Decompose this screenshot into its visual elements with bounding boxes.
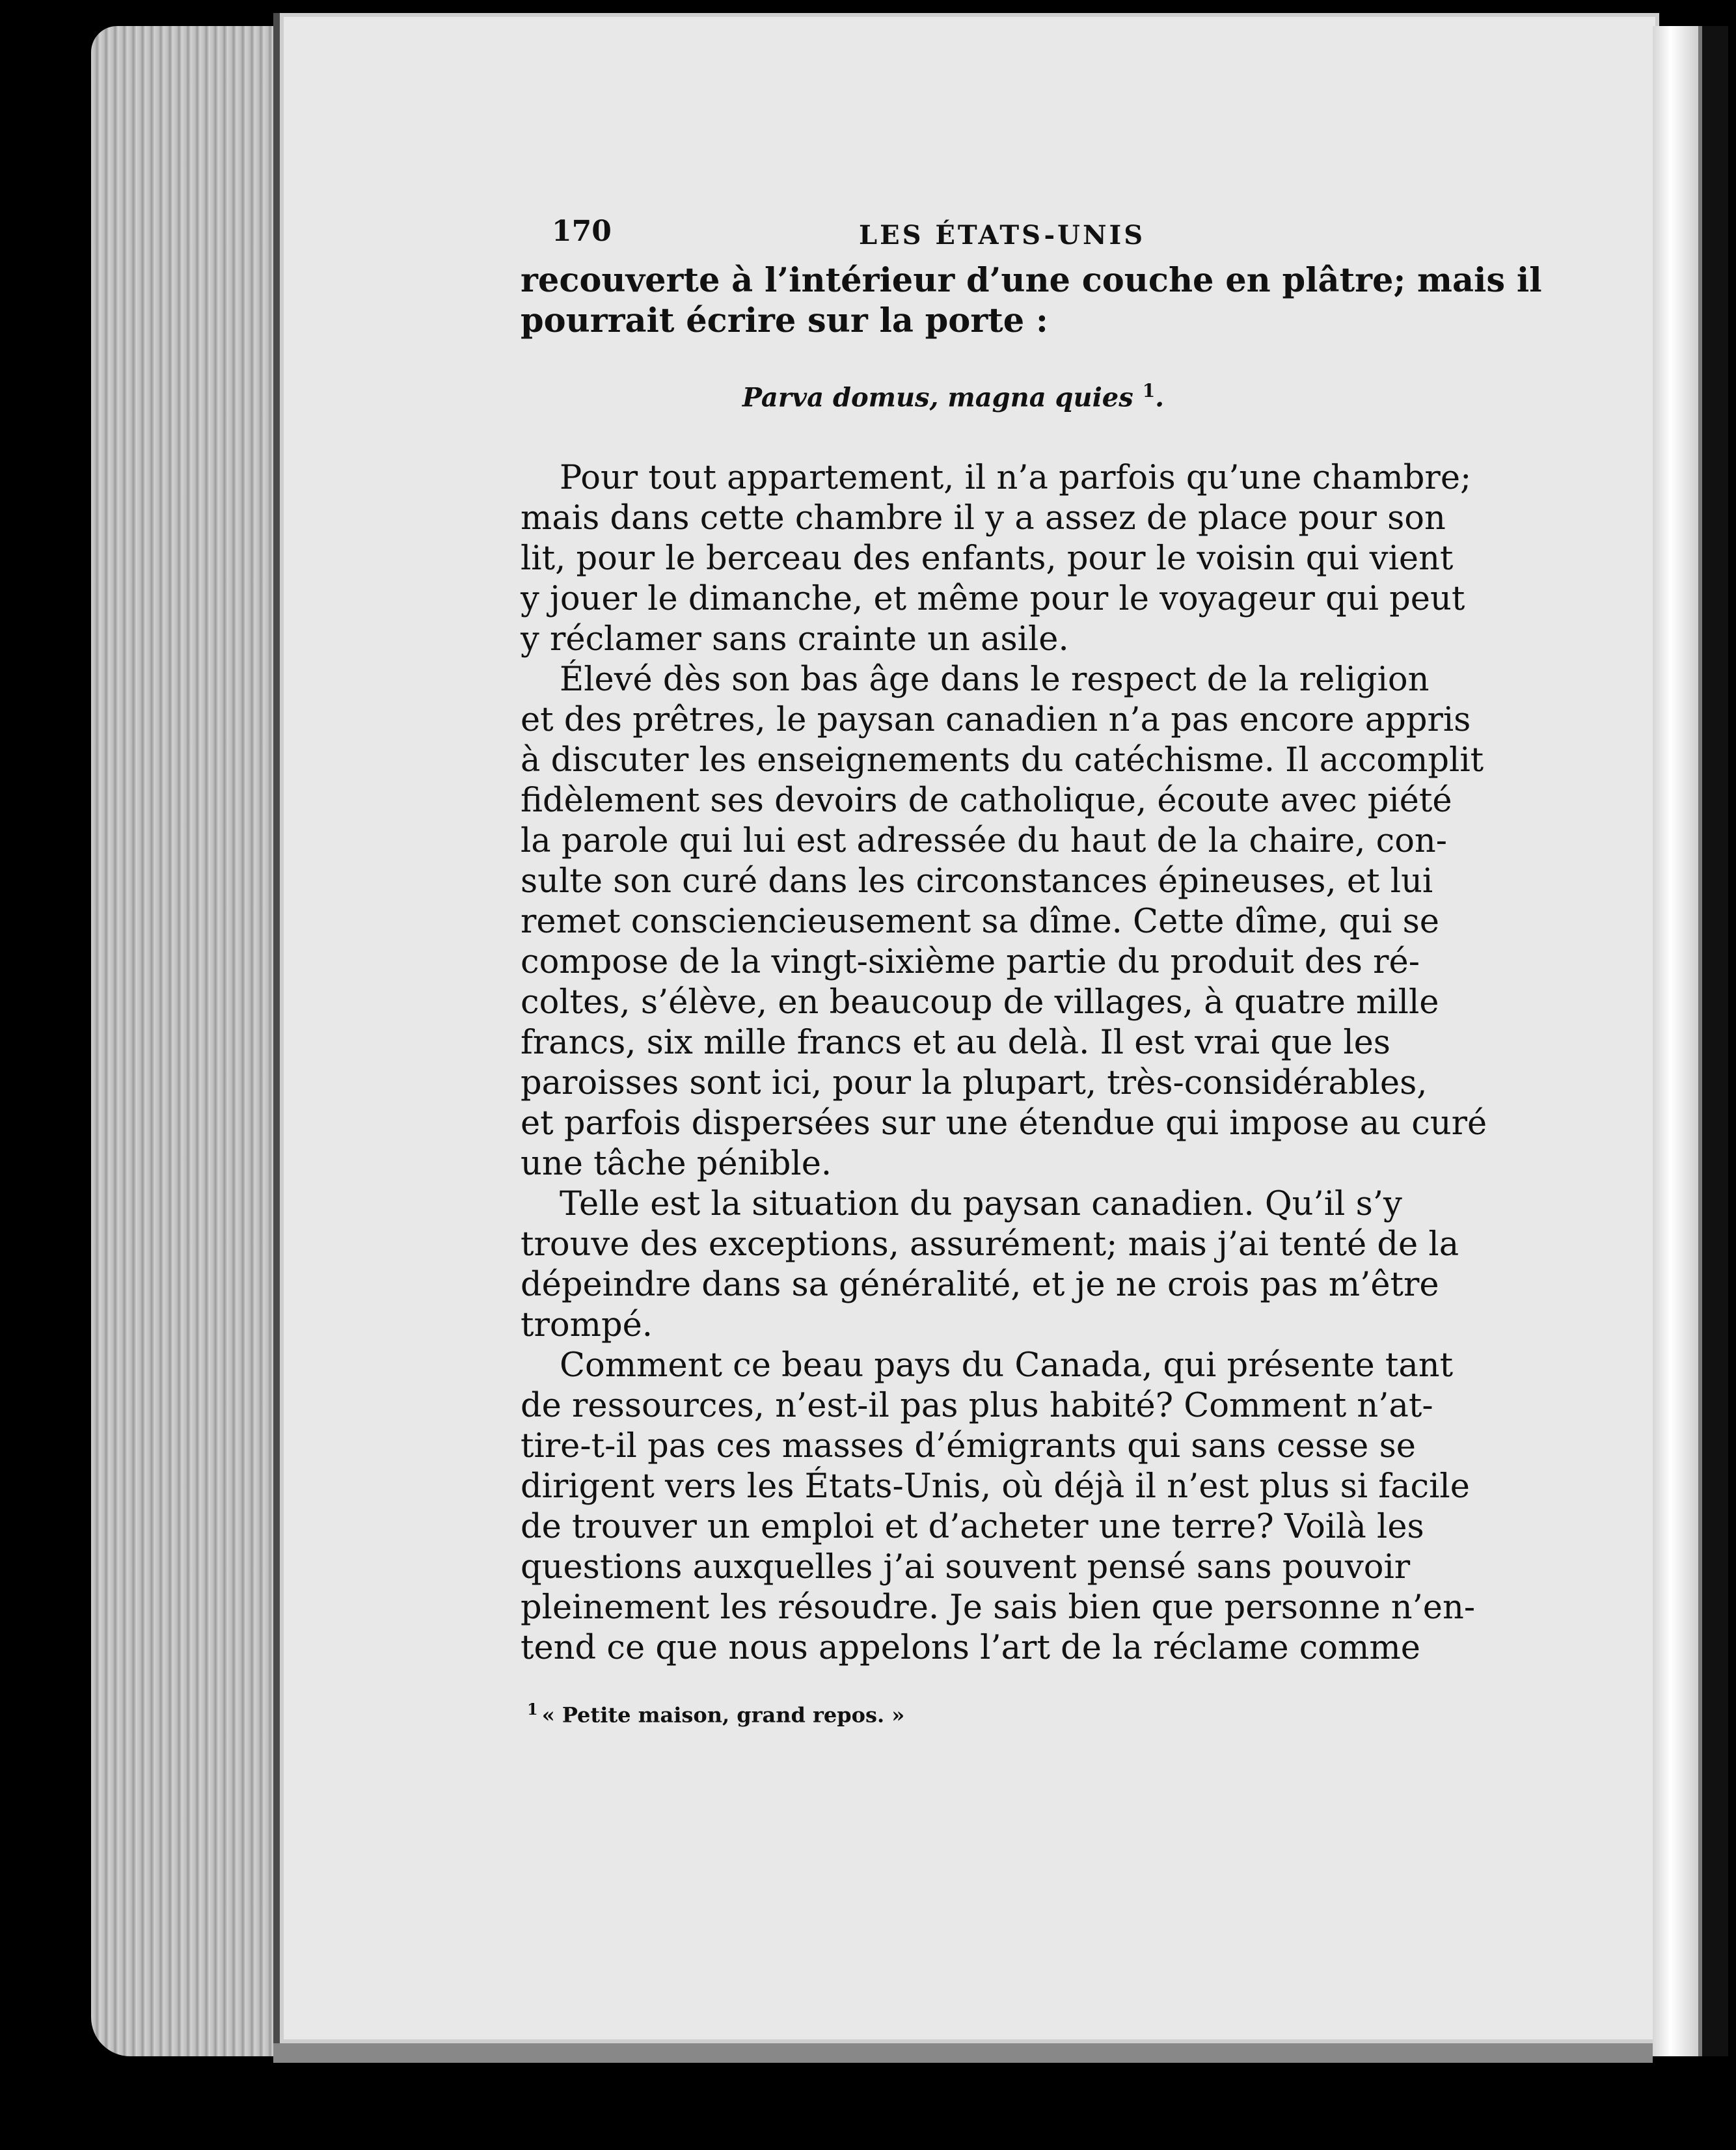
scan-border: [1698, 26, 1728, 2056]
text-line: sulte son curé dans les circonstances épineuses, et lui: [521, 862, 1433, 901]
text-line: Telle est la situation du paysan canadien. Qu’il s’y: [560, 1185, 1402, 1224]
text-line: la parole qui lui est adressée du haut de la chaire, con-: [521, 822, 1447, 861]
running-title: LES ÉTATS-UNIS: [859, 220, 1146, 251]
text-line: mais dans cette chambre il y a assez de place pour son: [521, 499, 1446, 538]
page-bottom-edge: [273, 2043, 1653, 2063]
paragraph: [521, 660, 1487, 1184]
text-line: recouverte à l’intérieur d’une couche en plâtre; mais il: [521, 261, 1542, 300]
text-line: de ressources, n’est-il pas plus habité? Comment n’at-: [521, 1387, 1433, 1426]
quote-end: .: [1155, 382, 1165, 413]
text-line: tire-t-il pas ces masses d’émigrants qui sans cesse se: [521, 1427, 1416, 1466]
text-line: tend ce que nous appelons l’art de la réclame comme: [521, 1629, 1420, 1668]
text-line: fidèlement ses devoirs de catholique, écoute avec piété: [521, 782, 1452, 821]
paragraph: [521, 1346, 1476, 1668]
text-line: Pour tout appartement, il n’a parfois qu’une chambre;: [560, 459, 1472, 498]
latin-quote: [521, 380, 1386, 413]
text-line: une tâche pénible.: [521, 1145, 832, 1184]
text-line: lit, pour le berceau des enfants, pour le voisin qui vient: [521, 539, 1454, 578]
page-text: [521, 202, 1542, 1728]
text-line: paroisses sont ici, pour la plupart, très-considérables,: [521, 1064, 1428, 1103]
text-line: Élevé dès son bas âge dans le respect de la religion: [560, 660, 1430, 700]
text-line: pourrait écrire sur la porte :: [521, 301, 1048, 340]
text-line: à discuter les enseignements du catéchisme. Il accomplit: [521, 741, 1484, 780]
scan-smudge: [332, 1204, 433, 1412]
text-line: remet consciencieusement sa dîme. Cette dîme, qui se: [521, 903, 1439, 942]
text-line: questions auxquelles j’ai souvent pensé sans pouvoir: [521, 1548, 1411, 1587]
text-line: Comment ce beau pays du Canada, qui présente tant: [560, 1346, 1454, 1385]
text-line: y réclamer sans crainte un asile.: [521, 620, 1069, 659]
facing-page-edge: [1653, 26, 1698, 2056]
text-line: trompé.: [521, 1306, 653, 1345]
text-line: dépeindre dans sa généralité, et je ne crois pas m’être: [521, 1266, 1439, 1305]
text-line: trouve des exceptions, assurément; mais j’ai tenté de la: [521, 1225, 1459, 1264]
text-line: et parfois dispersées sur une étendue qui impose au curé: [521, 1104, 1487, 1143]
running-head: [521, 202, 1386, 260]
text-line: y jouer le dimanche, et même pour le voyageur qui peut: [521, 580, 1465, 619]
text-line: compose de la vingt-sixième partie du produit des ré-: [521, 943, 1420, 982]
text-line: dirigent vers les États-Unis, où déjà il n’est plus si facile: [521, 1467, 1470, 1506]
page-number: 170: [552, 215, 612, 248]
text-line: et des prêtres, le paysan canadien n’a pas encore appris: [521, 701, 1471, 740]
paragraph: [521, 458, 1472, 660]
footnote-marker: 1: [1142, 380, 1156, 401]
text-line: de trouver un emploi et d’acheter une terre? Voilà les: [521, 1508, 1424, 1547]
paragraph: [521, 1184, 1459, 1346]
footnote: [521, 1700, 1386, 1728]
quote-text: Parva domus, magna quies: [742, 382, 1133, 413]
footnote-number: 1: [527, 1700, 538, 1719]
text-line: coltes, s’élève, en beaucoup de villages, à quatre mille: [521, 983, 1439, 1022]
text-line: pleinement les résoudre. Je sais bien que personne n’en-: [521, 1588, 1476, 1627]
footnote-text: « Petite maison, grand repos. »: [541, 1702, 905, 1728]
text-line: francs, six mille francs et au delà. Il est vrai que les: [521, 1024, 1390, 1063]
